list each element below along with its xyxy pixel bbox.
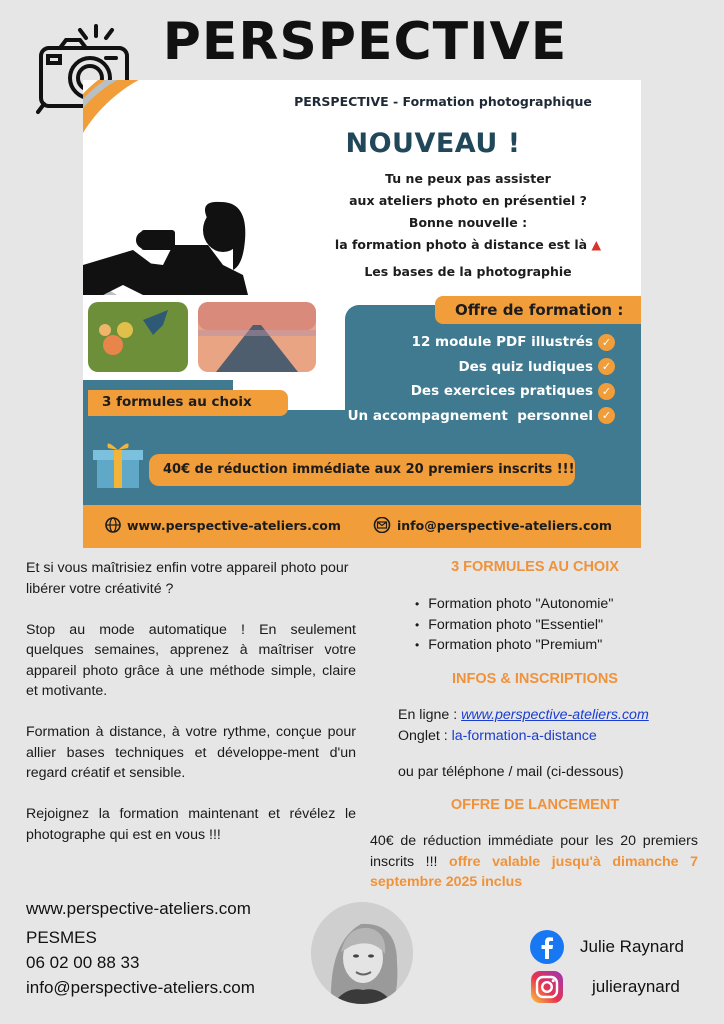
offre-text: 40€ de réduction immédiate pour les 20 premiers inscrits !!! offre valable jusqu'à dimanche 7 septembre 2025 inclus	[370, 833, 698, 890]
poster-body-line: Bonne nouvelle :	[408, 215, 528, 230]
formules-heading: 3 FORMULES AU CHOIX	[451, 559, 619, 575]
mail-icon	[373, 517, 391, 533]
instagram-icon	[530, 970, 564, 1004]
list-item: Des exercices pratiques ✓	[345, 379, 615, 404]
contact-website[interactable]: www.perspective-ateliers.com	[26, 899, 251, 918]
paragraph: Formation à distance, à votre rythme, conçue pour allier bases techniques et développe-ment d'un regard créatif et sensible.	[26, 724, 356, 781]
list-item: Des quiz ludiques ✓	[345, 355, 615, 380]
check-icon: ✓	[598, 358, 615, 375]
contact-phone[interactable]: 06 02 00 88 33	[26, 953, 140, 972]
list-item: • Formation photo "Premium"	[415, 635, 613, 656]
en-ligne-line: En ligne : www.perspective-ateliers.com	[398, 707, 649, 723]
paragraph: Rejoignez la formation maintenant et révélez le photographe qui est en vous !!!	[26, 806, 356, 843]
telephone-line: ou par téléphone / mail (ci-dessous)	[398, 764, 624, 780]
page-title: PERSPECTIVE	[162, 12, 568, 72]
reduction-badge: 40€ de réduction immédiate aux 20 premiers inscrits !!!	[149, 454, 575, 486]
list-item: 12 module PDF illustrés ✓	[345, 330, 615, 355]
contact-city: PESMES	[26, 928, 97, 947]
avatar	[311, 902, 413, 1004]
poster-footer-web[interactable]: www.perspective-ateliers.com	[105, 517, 341, 533]
check-icon: ✓	[598, 334, 615, 351]
onglet-link[interactable]: la-formation-a-distance	[451, 728, 597, 744]
list-item: • Formation photo "Essentiel"	[415, 615, 613, 636]
onglet-line: Onglet : la-formation-a-distance	[398, 728, 597, 744]
poster-nouveau: NOUVEAU !	[345, 128, 521, 159]
poster-bases: Les bases de la photographie	[364, 264, 572, 279]
contact-email[interactable]: info@perspective-ateliers.com	[26, 978, 255, 997]
offre-highlight: offre valable jusqu'à dimanche 7 septembre 2025 inclus	[370, 853, 698, 890]
check-icon: ✓	[598, 407, 615, 424]
instagram-link[interactable]: julieraynard	[530, 970, 680, 1004]
offre-title-badge: Offre de formation :	[435, 296, 641, 324]
website-link[interactable]: www.perspective-ateliers.com	[461, 707, 649, 723]
party-popper-icon: ▲	[591, 237, 602, 252]
promo-poster	[83, 80, 641, 548]
poster-body-line: Tu ne peux pas assister	[385, 171, 551, 186]
poster-body-line: aux ateliers photo en présentiel ?	[349, 193, 587, 208]
poster-body-line: la formation photo à distance est là ▲	[334, 237, 602, 252]
paragraph: Stop au mode automatique ! En seulement quelques semaines, apprenez à maîtriser votre appareil photo grâce à une méthode simple, claire et motivante.	[26, 621, 356, 699]
offre-list	[345, 330, 615, 428]
poster-body-text	[313, 168, 623, 256]
list-item: • Formation photo "Autonomie"	[415, 594, 613, 615]
poster-heading: PERSPECTIVE - Formation photographique	[294, 94, 592, 109]
facebook-link[interactable]: Julie Raynard	[530, 930, 684, 964]
list-item: Un accompagnement personnel ✓	[345, 404, 615, 429]
poster-footer	[83, 505, 641, 548]
offre-heading: OFFRE DE LANCEMENT	[450, 797, 620, 813]
poster-footer-mail[interactable]: info@perspective-ateliers.com	[373, 517, 612, 533]
paragraph: Et si vous maîtrisiez enfin votre appareil photo pour libérer votre créativité ?	[26, 560, 349, 597]
formules-list	[415, 594, 613, 656]
check-icon: ✓	[598, 383, 615, 400]
facebook-icon	[530, 930, 564, 964]
globe-icon	[105, 517, 121, 533]
infos-heading: INFOS & INSCRIPTIONS	[452, 671, 618, 687]
intro-text	[26, 558, 356, 866]
formules-badge: 3 formules au choix	[88, 390, 288, 416]
photographer-silhouette	[83, 202, 248, 295]
